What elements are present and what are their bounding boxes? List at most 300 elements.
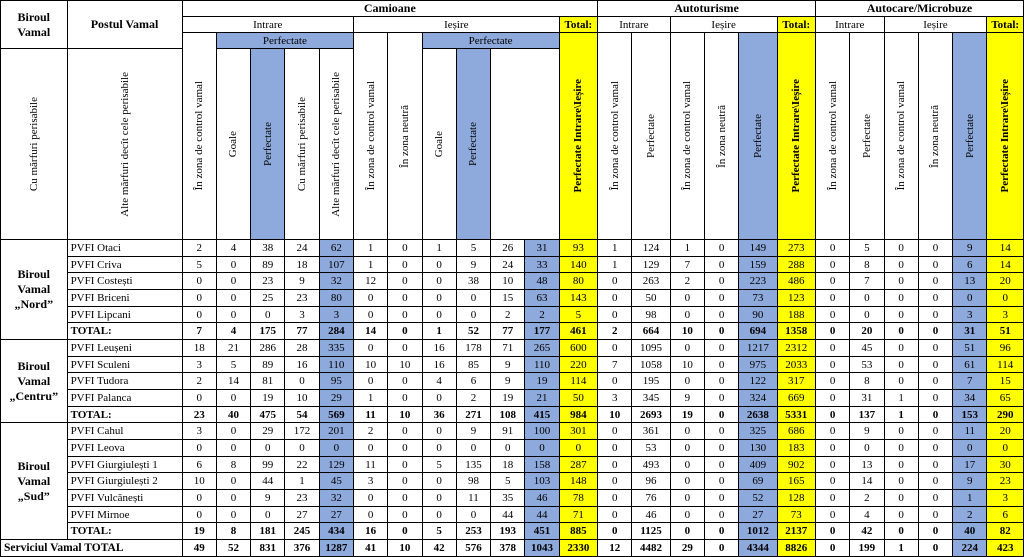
- table-row: [1, 423, 1024, 440]
- table-cell: 50: [559, 390, 597, 407]
- table-cell: 14: [850, 473, 884, 490]
- table-cell: 10: [388, 406, 422, 423]
- table-cell: 0: [598, 440, 632, 457]
- birou-name: [1, 340, 68, 423]
- table-cell: 0: [815, 490, 849, 507]
- table-cell: 11: [353, 456, 387, 473]
- table-cell: 0: [815, 256, 849, 273]
- table-cell: 18: [182, 340, 216, 357]
- table-cell: 41: [353, 540, 387, 557]
- table-cell: 52: [739, 490, 777, 507]
- header-cell: Perfectate: [632, 33, 670, 240]
- table-cell: 2: [670, 273, 704, 290]
- table-cell: 0: [388, 373, 422, 390]
- table-cell: 35: [491, 490, 525, 507]
- table-cell: 188: [777, 306, 815, 323]
- table-cell: 0: [422, 273, 456, 290]
- post-name: PVFI Giurgiulești 2: [67, 473, 182, 490]
- table-cell: 0: [918, 256, 952, 273]
- table-cell: 0: [559, 440, 597, 457]
- table-cell: 100: [525, 423, 559, 440]
- table-cell: 2137: [777, 523, 815, 540]
- table-cell: 0: [815, 323, 849, 340]
- table-cell: 11: [353, 406, 387, 423]
- table-cell: 0: [285, 440, 319, 457]
- table-row: [1, 240, 1024, 257]
- table-cell: 178: [456, 340, 490, 357]
- table-cell: 80: [319, 290, 353, 307]
- table-cell: 44: [525, 506, 559, 523]
- table-cell: 124: [632, 240, 670, 257]
- table-cell: 19: [491, 390, 525, 407]
- table-row: [1, 490, 1024, 507]
- table-cell: 23: [987, 473, 1024, 490]
- table-row: [1, 256, 1024, 273]
- header-cell: Perfectate Intrare\Ieșire: [987, 33, 1024, 240]
- header-camioane-iesire: Ieșire: [353, 17, 559, 33]
- header-cell: Goale: [216, 49, 250, 240]
- table-cell: 4344: [739, 540, 777, 557]
- table-cell: 122: [739, 373, 777, 390]
- table-cell: 0: [815, 306, 849, 323]
- table-cell: 0: [704, 473, 738, 490]
- table-row: [1, 356, 1024, 373]
- table-cell: 0: [884, 506, 918, 523]
- table-cell: 29: [251, 423, 285, 440]
- table-cell: 0: [884, 523, 918, 540]
- table-cell: 27: [319, 506, 353, 523]
- table-cell: 0: [884, 290, 918, 307]
- table-cell: 73: [777, 506, 815, 523]
- table-cell: 0: [815, 506, 849, 523]
- header-cell: În zona de control vamal: [670, 33, 704, 240]
- header-cell: În zona de control vamal: [815, 33, 849, 240]
- table-cell: 0: [670, 473, 704, 490]
- table-cell: 21: [216, 340, 250, 357]
- table-cell: 78: [559, 490, 597, 507]
- table-cell: 0: [182, 306, 216, 323]
- table-cell: 158: [525, 456, 559, 473]
- table-cell: 90: [739, 306, 777, 323]
- table-cell: 31: [953, 323, 987, 340]
- table-cell: 0: [353, 306, 387, 323]
- table-cell: 0: [388, 306, 422, 323]
- table-cell: 2: [353, 423, 387, 440]
- table-cell: 20: [987, 273, 1024, 290]
- table-cell: 11: [456, 490, 490, 507]
- table-cell: 0: [670, 490, 704, 507]
- table-cell: 45: [850, 340, 884, 357]
- table-cell: 5: [559, 306, 597, 323]
- table-cell: 451: [525, 523, 559, 540]
- table-cell: 3: [319, 306, 353, 323]
- table-cell: 0: [884, 256, 918, 273]
- table-cell: 7: [670, 256, 704, 273]
- table-cell: 4: [216, 240, 250, 257]
- table-cell: 409: [739, 456, 777, 473]
- table-cell: 0: [670, 373, 704, 390]
- table-cell: 0: [670, 523, 704, 540]
- table-cell: 24: [285, 240, 319, 257]
- table-cell: 0: [216, 306, 250, 323]
- table-cell: 1: [285, 473, 319, 490]
- table-cell: 1: [422, 240, 456, 257]
- header-cell: În zona de control vamal: [353, 33, 387, 240]
- table-cell: 46: [525, 490, 559, 507]
- header-autocare-total: Total:: [987, 17, 1024, 33]
- header-auto-intrare: Intrare: [598, 17, 671, 33]
- table-cell: 0: [216, 290, 250, 307]
- table-cell: 51: [953, 340, 987, 357]
- header-camioane-total: Total:: [559, 17, 597, 33]
- table-cell: 0: [884, 323, 918, 340]
- table-cell: 85: [456, 356, 490, 373]
- table-cell: 6: [987, 506, 1024, 523]
- table-cell: 0: [918, 406, 952, 423]
- table-cell: 54: [285, 406, 319, 423]
- table-cell: 0: [388, 523, 422, 540]
- table-cell: 1: [884, 390, 918, 407]
- table-cell: 0: [704, 356, 738, 373]
- table-cell: 110: [525, 356, 559, 373]
- table-cell: 7: [182, 323, 216, 340]
- table-cell: 0: [704, 340, 738, 357]
- grand-total-row: [1, 540, 1024, 557]
- total-label: TOTAL:: [67, 523, 182, 540]
- birou-name-line: Biroul: [17, 458, 51, 473]
- table-cell: 8: [216, 456, 250, 473]
- table-cell: 0: [182, 390, 216, 407]
- table-cell: 9: [456, 256, 490, 273]
- table-cell: 0: [918, 373, 952, 390]
- birou-name-line: Vamal: [17, 282, 51, 297]
- post-name: PVFI Leova: [67, 440, 182, 457]
- table-cell: 0: [815, 240, 849, 257]
- header-cell: Alte mărfuri decît cele perisabile: [319, 49, 353, 240]
- header-cell: Perfectate: [850, 33, 884, 240]
- table-cell: 0: [422, 506, 456, 523]
- table-cell: 30: [987, 456, 1024, 473]
- table-cell: 0: [598, 473, 632, 490]
- table-cell: 159: [739, 256, 777, 273]
- table-cell: 253: [456, 523, 490, 540]
- table-cell: 5: [422, 456, 456, 473]
- table-cell: 0: [388, 456, 422, 473]
- header-autocare: Autocare/Microbuze: [815, 1, 1023, 17]
- table-cell: 0: [182, 506, 216, 523]
- birou-name: [1, 240, 68, 340]
- table-cell: 0: [353, 440, 387, 457]
- table-cell: 23: [251, 273, 285, 290]
- table-cell: 0: [388, 273, 422, 290]
- table-cell: 569: [319, 406, 353, 423]
- table-cell: 5: [216, 356, 250, 373]
- table-cell: 40: [953, 523, 987, 540]
- table-cell: 183: [777, 440, 815, 457]
- table-cell: 98: [632, 306, 670, 323]
- table-cell: 287: [559, 456, 597, 473]
- table-cell: 0: [388, 340, 422, 357]
- table-cell: 0: [491, 440, 525, 457]
- table-cell: 177: [525, 323, 559, 340]
- table-cell: 32: [319, 490, 353, 507]
- table-cell: 3: [987, 306, 1024, 323]
- header-cell: În zona neutră: [918, 33, 952, 240]
- table-cell: 0: [216, 273, 250, 290]
- table-cell: 0: [598, 373, 632, 390]
- table-cell: 0: [598, 456, 632, 473]
- table-body: [1, 240, 1024, 557]
- table-cell: 2330: [559, 540, 597, 557]
- table-cell: 5: [422, 523, 456, 540]
- table-cell: 0: [884, 240, 918, 257]
- header-autocare-iesire: Ieșire: [884, 17, 987, 33]
- table-cell: 26: [491, 240, 525, 257]
- table-cell: 0: [456, 440, 490, 457]
- header-cell: Cu mărfuri perisabile: [1, 49, 68, 240]
- table-cell: 0: [216, 440, 250, 457]
- birou-name-line: „Centru”: [9, 388, 59, 403]
- table-cell: 0: [422, 490, 456, 507]
- table-cell: 199: [850, 540, 884, 557]
- table-cell: 271: [456, 406, 490, 423]
- table-cell: 0: [388, 323, 422, 340]
- table-cell: 0: [598, 506, 632, 523]
- table-cell: 0: [884, 306, 918, 323]
- table-cell: 2693: [632, 406, 670, 423]
- header-cell: În zona de control vamal: [598, 33, 632, 240]
- header-cell: Perfectate: [953, 33, 987, 240]
- table-cell: 975: [739, 356, 777, 373]
- table-cell: 325: [739, 423, 777, 440]
- table-cell: 20: [850, 323, 884, 340]
- table-cell: 25: [251, 290, 285, 307]
- table-cell: 12: [353, 273, 387, 290]
- table-cell: 21: [525, 390, 559, 407]
- header-cell: Cu mărfuri perisabile: [285, 49, 319, 240]
- table-row: [1, 373, 1024, 390]
- table-cell: 62: [319, 240, 353, 257]
- table-cell: 0: [704, 523, 738, 540]
- table-cell: 0: [850, 290, 884, 307]
- table-cell: 10: [670, 356, 704, 373]
- table-cell: 153: [953, 406, 987, 423]
- table-cell: 0: [353, 490, 387, 507]
- table-cell: 0: [456, 290, 490, 307]
- table-cell: 415: [525, 406, 559, 423]
- table-cell: 0: [704, 256, 738, 273]
- table-cell: 36: [422, 406, 456, 423]
- table-cell: 53: [850, 356, 884, 373]
- table-cell: 27: [739, 506, 777, 523]
- table-cell: 19: [182, 523, 216, 540]
- table-row: [1, 390, 1024, 407]
- table-cell: 0: [987, 290, 1024, 307]
- table-cell: 9: [670, 390, 704, 407]
- total-label: TOTAL:: [67, 406, 182, 423]
- table-cell: 53: [632, 440, 670, 457]
- table-cell: 0: [704, 373, 738, 390]
- post-name: PVFI Giurgiulești 1: [67, 456, 182, 473]
- table-cell: 148: [559, 473, 597, 490]
- table-cell: 42: [850, 523, 884, 540]
- table-cell: 0: [670, 290, 704, 307]
- header-cell: Perfectate Intrare\Ieșire: [777, 33, 815, 240]
- table-cell: 273: [777, 240, 815, 257]
- header-autoturisme: Autoturisme: [598, 1, 816, 17]
- table-cell: 0: [182, 490, 216, 507]
- table-cell: 3: [182, 356, 216, 373]
- table-cell: 2: [182, 240, 216, 257]
- table-cell: 831: [251, 540, 285, 557]
- table-cell: 0: [598, 290, 632, 307]
- table-cell: 1: [670, 240, 704, 257]
- table-cell: 38: [456, 273, 490, 290]
- table-cell: 0: [918, 306, 952, 323]
- header-cell: Goale: [422, 49, 456, 240]
- table-cell: 96: [987, 340, 1024, 357]
- table-cell: 0: [918, 240, 952, 257]
- table-cell: 45: [319, 473, 353, 490]
- table-cell: 0: [850, 306, 884, 323]
- header-cell: În zona de control vamal: [182, 33, 216, 240]
- table-cell: 77: [285, 323, 319, 340]
- table-cell: 0: [815, 373, 849, 390]
- table-cell: 0: [704, 423, 738, 440]
- post-name: PVFI Mirnoe: [67, 506, 182, 523]
- table-cell: 103: [525, 473, 559, 490]
- table-cell: 91: [491, 423, 525, 440]
- table-cell: 3: [353, 473, 387, 490]
- table-cell: 130: [739, 440, 777, 457]
- table-cell: 65: [987, 390, 1024, 407]
- table-cell: 0: [388, 490, 422, 507]
- table-cell: 1287: [319, 540, 353, 557]
- table-cell: 2312: [777, 340, 815, 357]
- table-cell: 93: [559, 240, 597, 257]
- header-auto-iesire: Ieșire: [670, 17, 777, 33]
- table-cell: 8: [850, 373, 884, 390]
- table-cell: 694: [739, 323, 777, 340]
- table-cell: 286: [251, 340, 285, 357]
- table-cell: 24: [491, 256, 525, 273]
- table-cell: 71: [559, 506, 597, 523]
- table-cell: 224: [953, 540, 987, 557]
- table-cell: 63: [525, 290, 559, 307]
- header-auto-total: Total:: [777, 17, 815, 33]
- table-cell: 114: [987, 356, 1024, 373]
- table-cell: 0: [598, 423, 632, 440]
- post-name: PVFI Sculeni: [67, 356, 182, 373]
- table-cell: 9: [251, 490, 285, 507]
- table-cell: 44: [491, 506, 525, 523]
- table-cell: 0: [182, 273, 216, 290]
- table-cell: 22: [285, 456, 319, 473]
- table-cell: 135: [456, 456, 490, 473]
- table-cell: 1: [422, 323, 456, 340]
- table-cell: 9: [491, 373, 525, 390]
- table-cell: 15: [491, 290, 525, 307]
- table-cell: 137: [850, 406, 884, 423]
- table-cell: 42: [422, 540, 456, 557]
- table-cell: 110: [319, 356, 353, 373]
- table-cell: 0: [704, 506, 738, 523]
- table-cell: 284: [319, 323, 353, 340]
- table-cell: 0: [353, 340, 387, 357]
- table-cell: 0: [918, 273, 952, 290]
- table-cell: 82: [987, 523, 1024, 540]
- table-cell: 984: [559, 406, 597, 423]
- table-cell: 0: [953, 290, 987, 307]
- table-cell: 0: [918, 490, 952, 507]
- table-cell: 13: [850, 456, 884, 473]
- table-cell: 2: [525, 306, 559, 323]
- post-name: PVFI Cahul: [67, 423, 182, 440]
- table-cell: 2: [456, 390, 490, 407]
- group-total-row: [1, 523, 1024, 540]
- table-cell: 1: [353, 240, 387, 257]
- table-cell: 245: [285, 523, 319, 540]
- table-cell: 16: [422, 356, 456, 373]
- table-cell: 2: [182, 373, 216, 390]
- header-camioane: Camioane: [182, 1, 598, 17]
- table-cell: 0: [918, 473, 952, 490]
- table-cell: 10: [598, 406, 632, 423]
- table-cell: 0: [918, 506, 952, 523]
- table-cell: 51: [987, 323, 1024, 340]
- table-cell: 44: [251, 473, 285, 490]
- header-post: Postul Vamal: [67, 1, 182, 49]
- table-cell: 50: [632, 290, 670, 307]
- table-cell: 52: [456, 323, 490, 340]
- table-cell: 0: [216, 490, 250, 507]
- header-cell: Alte mărfuri decît cele perisabile: [67, 49, 182, 240]
- table-cell: 0: [884, 440, 918, 457]
- table-cell: 686: [777, 423, 815, 440]
- table-cell: 434: [319, 523, 353, 540]
- header-cell: Perfectate: [456, 49, 490, 240]
- table-cell: 0: [670, 506, 704, 523]
- table-cell: 123: [777, 290, 815, 307]
- table-cell: 0: [918, 390, 952, 407]
- table-cell: 223: [739, 273, 777, 290]
- table-cell: 15: [987, 373, 1024, 390]
- table-cell: 0: [182, 290, 216, 307]
- table-cell: 0: [815, 473, 849, 490]
- header-birou: Biroul Vamal: [1, 1, 68, 49]
- header-camioane-iesire-perfectate: Perfectate: [422, 33, 559, 49]
- table-cell: 7: [953, 373, 987, 390]
- table-cell: 0: [598, 340, 632, 357]
- table-cell: 3: [987, 490, 1024, 507]
- table-cell: 73: [739, 290, 777, 307]
- post-name: PVFI Vulcănești: [67, 490, 182, 507]
- table-cell: 0: [815, 440, 849, 457]
- header-cell: În zona neutră: [704, 33, 738, 240]
- table-cell: 129: [319, 456, 353, 473]
- table-cell: 108: [491, 406, 525, 423]
- table-cell: 13: [953, 273, 987, 290]
- table-cell: 265: [525, 340, 559, 357]
- table-cell: 0: [319, 440, 353, 457]
- table-cell: 23: [285, 490, 319, 507]
- table-cell: 69: [739, 473, 777, 490]
- table-cell: 14: [353, 323, 387, 340]
- table-cell: 11: [953, 423, 987, 440]
- table-cell: 0: [216, 423, 250, 440]
- table-cell: 4: [216, 323, 250, 340]
- table-cell: 0: [251, 506, 285, 523]
